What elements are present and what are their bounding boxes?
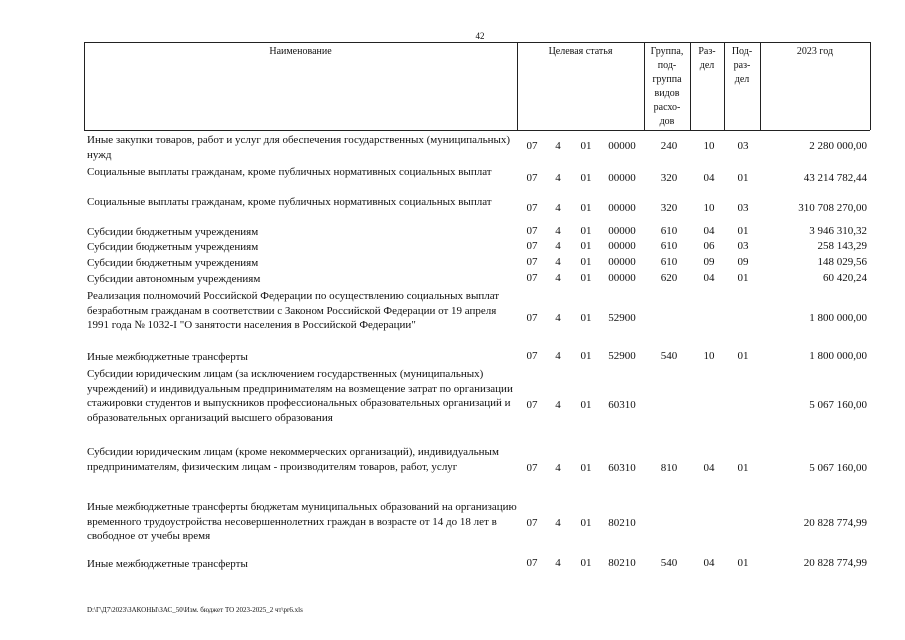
code-direction: 00000 [608, 272, 636, 284]
expense-group: 540 [660, 557, 678, 569]
code-program: 07 [526, 557, 538, 569]
row-name: Субсидии юридическим лицам (за исключением государственных (муниципальных) учреждений) и индивидуальным предпринимателям на возмещение затрат по организации стажировки студентов и выпускников профессиональных образовательных организаций и образовательных организаций высшего образования [87, 368, 513, 424]
subsection-code: 03 [737, 202, 749, 214]
row-name: Иные закупки товаров, работ и услуг для обеспечения государственных (муниципальных) нужд [87, 134, 511, 161]
code-subprogram: 01 [580, 350, 592, 362]
subsection-code: 09 [737, 256, 749, 268]
code-subprogram: 01 [580, 240, 592, 252]
code-type: 4 [555, 256, 561, 268]
header-divider [870, 42, 871, 130]
code-type: 4 [555, 462, 561, 474]
code-subprogram: 01 [580, 172, 592, 184]
amount-2023: 5 067 160,00 [809, 399, 867, 411]
code-program: 07 [526, 172, 538, 184]
subsection-code: 03 [737, 140, 749, 152]
code-type: 4 [555, 202, 561, 214]
row-name: Иные межбюджетные трансферты [87, 558, 248, 570]
subsection-code: 01 [737, 462, 749, 474]
code-type: 4 [555, 140, 561, 152]
row-name: Иные межбюджетные трансферты [87, 351, 248, 363]
amount-2023: 310 708 270,00 [798, 202, 867, 214]
amount-2023: 258 143,29 [817, 240, 867, 252]
code-subprogram: 01 [580, 557, 592, 569]
code-type: 4 [555, 399, 561, 411]
amount-2023: 1 800 000,00 [809, 312, 867, 324]
expense-group: 610 [660, 240, 678, 252]
subsection-code: 01 [737, 557, 749, 569]
amount-2023: 1 800 000,00 [809, 350, 867, 362]
expense-group: 810 [660, 462, 678, 474]
amount-2023: 2 280 000,00 [809, 140, 867, 152]
code-program: 07 [526, 312, 538, 324]
row-name: Субсидии бюджетным учреждениям [87, 241, 259, 253]
section-code: 04 [703, 172, 715, 184]
code-type: 4 [555, 225, 561, 237]
section-code: 10 [703, 202, 715, 214]
subsection-code: 01 [737, 350, 749, 362]
code-type: 4 [555, 272, 561, 284]
code-subprogram: 01 [580, 312, 592, 324]
code-program: 07 [526, 256, 538, 268]
amount-2023: 20 828 774,99 [803, 557, 867, 569]
header-subsection: Под- раз- дел [731, 46, 753, 85]
row-name: Субсидии юридическим лицам (кроме некоммерческих организаций), индивидуальным предпринимателям, физическим лицам - производителям товаров, работ, услуг [87, 446, 499, 473]
subsection-code: 03 [737, 240, 749, 252]
row-name: Субсидии бюджетным учреждениям [87, 226, 259, 238]
code-program: 07 [526, 140, 538, 152]
expense-group: 610 [660, 225, 678, 237]
code-direction: 00000 [608, 256, 636, 268]
section-code: 10 [703, 350, 715, 362]
code-direction: 60310 [608, 462, 636, 474]
subsection-code: 01 [737, 172, 749, 184]
code-direction: 60310 [608, 399, 636, 411]
expense-group: 610 [660, 256, 678, 268]
section-code: 09 [703, 256, 715, 268]
header-name: Наименование [269, 46, 332, 57]
code-subprogram: 01 [580, 225, 592, 237]
code-type: 4 [555, 240, 561, 252]
expense-group: 240 [660, 140, 678, 152]
row-name: Социальные выплаты гражданам, кроме публичных нормативных социальных выплат [87, 166, 492, 178]
code-subprogram: 01 [580, 272, 592, 284]
expense-group: 320 [660, 202, 678, 214]
expense-group: 320 [660, 172, 678, 184]
code-direction: 80210 [608, 517, 636, 529]
page-number: 42 [475, 31, 485, 41]
section-code: 04 [703, 225, 715, 237]
code-direction: 80210 [608, 557, 636, 569]
code-program: 07 [526, 350, 538, 362]
footer-file-path: D:\Г\Д7\2023\ЗАКОНЫ\ЗАС_50\Изм. бюджет ТО 2023-2025_2 чт\pr6.xls [87, 606, 303, 614]
amount-2023: 60 420,24 [823, 272, 867, 284]
row-name: Иные межбюджетные трансферты бюджетам муниципальных образований на организацию временного трудоустройства несовершеннолетних граждан в возрасте от 14 до 18 лет в свободное от учебы время [87, 501, 517, 543]
header-top-rule [84, 42, 870, 43]
section-code: 10 [703, 140, 715, 152]
code-subprogram: 01 [580, 399, 592, 411]
amount-2023: 20 828 774,99 [803, 517, 867, 529]
code-program: 07 [526, 272, 538, 284]
code-direction: 00000 [608, 140, 636, 152]
row-name: Субсидии бюджетным учреждениям [87, 257, 259, 269]
amount-2023: 3 946 310,32 [809, 225, 867, 237]
row-name: Социальные выплаты гражданам, кроме публичных нормативных социальных выплат [87, 196, 492, 208]
code-program: 07 [526, 462, 538, 474]
expense-group: 540 [660, 350, 678, 362]
header-expense-group: Группа, под- группа видов расхо- дов [650, 46, 684, 127]
header-target-article: Целевая статья [548, 46, 613, 57]
row-name: Реализация полномочий Российской Федерации по осуществлению социальных выплат безработным гражданам в соответствии с Законом Российской Федерации от 19 апреля 1991 года № 1032-I "О занятости населения в Российской Федерации" [87, 290, 500, 332]
code-direction: 52900 [608, 350, 636, 362]
code-type: 4 [555, 517, 561, 529]
amount-2023: 148 029,56 [817, 256, 867, 268]
code-direction: 52900 [608, 312, 636, 324]
code-direction: 00000 [608, 240, 636, 252]
code-subprogram: 01 [580, 462, 592, 474]
code-subprogram: 01 [580, 140, 592, 152]
section-code: 06 [703, 240, 715, 252]
code-program: 07 [526, 399, 538, 411]
code-program: 07 [526, 202, 538, 214]
code-type: 4 [555, 312, 561, 324]
section-code: 04 [703, 462, 715, 474]
code-type: 4 [555, 557, 561, 569]
code-subprogram: 01 [580, 517, 592, 529]
code-subprogram: 01 [580, 256, 592, 268]
code-program: 07 [526, 517, 538, 529]
row-name: Субсидии автономным учреждениям [87, 273, 261, 285]
amount-2023: 5 067 160,00 [809, 462, 867, 474]
code-type: 4 [555, 350, 561, 362]
code-program: 07 [526, 225, 538, 237]
code-direction: 00000 [608, 225, 636, 237]
code-program: 07 [526, 240, 538, 252]
header-section: Раз- дел [698, 46, 716, 71]
header-bottom-rule [84, 130, 870, 131]
code-direction: 00000 [608, 172, 636, 184]
section-code: 04 [703, 557, 715, 569]
subsection-code: 01 [737, 225, 749, 237]
code-direction: 00000 [608, 202, 636, 214]
amount-2023: 43 214 782,44 [803, 172, 867, 184]
expense-group: 620 [660, 272, 678, 284]
header-year-2023: 2023 год [796, 46, 834, 57]
code-type: 4 [555, 172, 561, 184]
code-subprogram: 01 [580, 202, 592, 214]
section-code: 04 [703, 272, 715, 284]
subsection-code: 01 [737, 272, 749, 284]
